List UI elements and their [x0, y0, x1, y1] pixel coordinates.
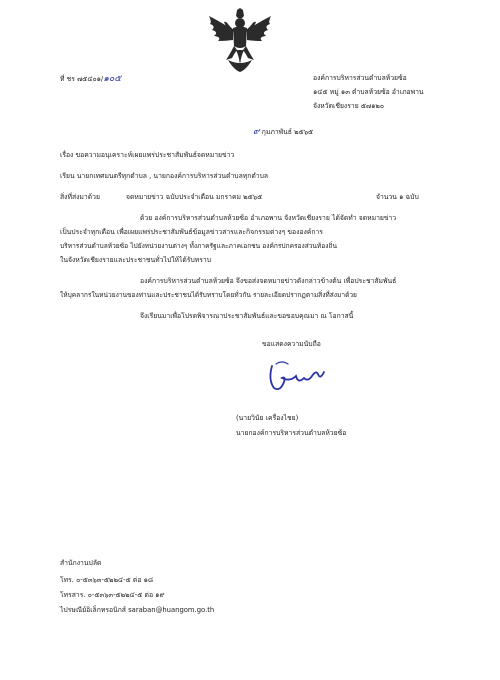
signer-name: (นายวินัย เครื่องไชย)	[236, 414, 299, 422]
body-para1-line4: ในจังหวัดเชียงรายและประชาชนทั่วไปให้ได้รับทราบ	[60, 256, 212, 264]
body-para2-line1: องค์การบริหารส่วนตำบลห้วยซ้อ จึงขอส่งจดหมายข่าวดังกล่าวข้างต้น เพื่อประชาสัมพันธ์	[140, 277, 397, 285]
org-address-line2: จังหวัดเชียงราย ๕๗๑๒๐	[313, 102, 385, 110]
reference-handwritten-number: ๑๐๕	[103, 74, 122, 84]
recipient-line: เรียน นายกเทศมนตรีทุกตำบล , นายกองค์การบริหารส่วนตำบลทุกตำบล	[60, 172, 269, 180]
org-address-line1: ๑๔๕ หมู่ ๑๓ ตำบลห้วยซ้อ อำเภอพาน	[313, 88, 424, 96]
reference-number	[60, 71, 121, 85]
footer-phone: โทร. ๐-๕๓๖๓-๕๒๒๔-๕ ต่อ ๑๘	[60, 576, 154, 584]
enclosure-label: สิ่งที่ส่งมาด้วย	[60, 193, 100, 201]
enclosure-quantity: จำนวน ๑ ฉบับ	[376, 193, 419, 201]
subject-line: เรื่อง ขอความอนุเคราะห์เผยแพร่ประชาสัมพันธ์จดหมายข่าว	[60, 151, 235, 159]
handwritten-signature	[262, 352, 332, 396]
footer-office: สำนักงานปลัด	[60, 559, 102, 567]
date-month-year: กุมภาพันธ์ ๒๕๖๕	[261, 128, 314, 136]
body-para1-line2: เป็นประจำทุกเดือน เพื่อเผยแพร่ประชาสัมพันธ์ข้อมูลข่าวสารและกิจกรรมต่างๆ ขององค์การ	[60, 228, 323, 236]
body-para1-line1: ด้วย องค์การบริหารส่วนตำบลห้วยซ้อ อำเภอพาน จังหวัดเชียงราย ได้จัดทำ จดหมายข่าว	[140, 214, 397, 222]
org-name: องค์การบริหารส่วนตำบลห้วยซ้อ	[313, 74, 407, 82]
closing-regards: ขอแสดงความนับถือ	[262, 340, 321, 348]
body-para3: จึงเรียนมาเพื่อโปรดพิจารณาประชาสัมพันธ์และขอขอบคุณมา ณ โอกาสนี้	[140, 312, 354, 320]
date-day-handwritten: ๙	[253, 127, 260, 137]
signer-title: นายกองค์การบริหารส่วนตำบลห้วยซ้อ	[236, 429, 347, 437]
reference-prefix: ที่ ชร ๗๕๔๐๑/	[60, 75, 104, 83]
footer-fax: โทรสาร. ๐-๕๓๖๓-๕๒๒๔-๕ ต่อ ๑๙	[60, 591, 165, 599]
body-para1-line3: บริหารส่วนตำบลห้วยซ้อ ไปยังหน่วยงานต่างๆ ทั้งภาครัฐและภาคเอกชน องค์กรปกครองส่วนท้องถิ่น	[60, 242, 337, 250]
garuda-emblem-icon	[206, 8, 274, 74]
body-para2-line2: ให้บุคลากรในหน่วยงานของท่านและประชาชนได้รับทราบโดยทั่วกัน รายละเอียดปรากฏตามสิ่งที่ส่งมาด้วย	[60, 291, 357, 299]
footer-email: ไปรษณีย์อิเล็กทรอนิกส์ saraban@huangom.go.th	[60, 606, 215, 614]
letter-date	[253, 124, 313, 138]
enclosure-text: จดหมายข่าว ฉบับประจำเดือน มกราคม ๒๕๖๕	[126, 193, 263, 201]
